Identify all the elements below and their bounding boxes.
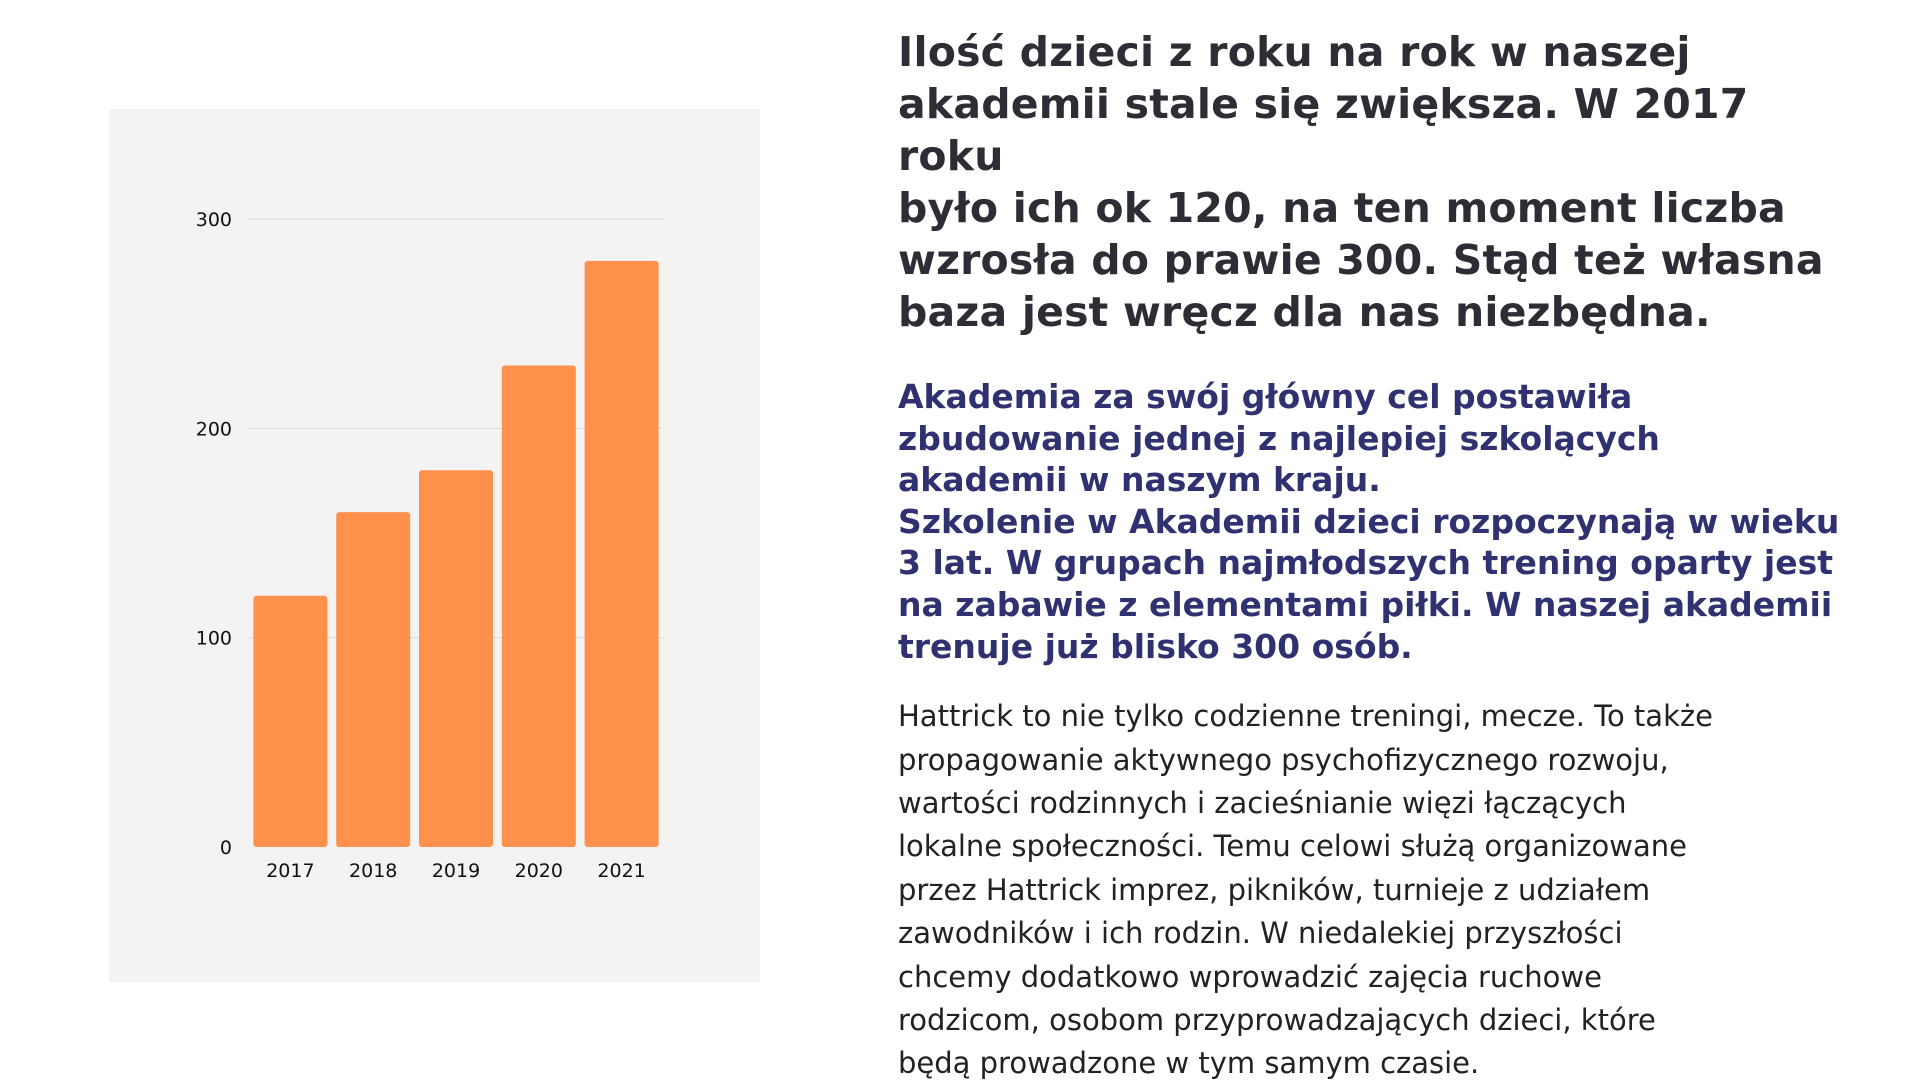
y-tick-label: 200 (195, 418, 232, 441)
headline-line: akademii stale się zwiększa. W 2017 roku (898, 80, 1749, 180)
y-tick-label: 0 (219, 837, 232, 859)
bars (253, 261, 658, 847)
body-line: propagowanie aktywnego psychofizycznego rozwoju, (898, 742, 1669, 777)
x-axis-ticks (266, 860, 646, 882)
intro-line: zbudowanie jednej z najlepiej szkolących (898, 418, 1660, 458)
body-paragraph (898, 695, 1858, 1086)
intro-line: akademii w naszym kraju. (898, 460, 1381, 500)
y-tick-label: 300 (195, 209, 232, 231)
body-line: przez Hattrick imprez, pikników, turnieje z udziałem (898, 872, 1651, 907)
text-column (898, 26, 1858, 1086)
chart-panel (109, 109, 760, 982)
body-line: wartości rodzinnych i zacieśnianie więzi łączących (898, 785, 1627, 820)
body-line: będą prowadzone w tym samym czasie. (898, 1046, 1480, 1081)
headline (898, 26, 1858, 338)
body-line: Hattrick to nie tylko codzienne treningi, mecze. To także (898, 699, 1713, 734)
bar-2019 (419, 470, 493, 847)
bar-2017 (253, 596, 327, 847)
bar-2021 (585, 261, 659, 847)
body-line: lokalne społeczności. Temu celowi służą organizowane (898, 829, 1687, 864)
intro-paragraph (898, 376, 1858, 667)
x-tick-label: 2019 (431, 860, 481, 882)
headline-line: baza jest wręcz dla nas niezbędna. (898, 288, 1711, 336)
x-tick-label: 2017 (266, 860, 315, 882)
intro-line: Akademia za swój główny cel postawiła (898, 377, 1633, 416)
body-line: rodzicom, osobom przyprowadzających dzieci, które (898, 1003, 1656, 1037)
x-tick-label: 2021 (597, 860, 646, 882)
body-line: zawodników i ich rodzin. W niedalekiej przyszłości (898, 916, 1623, 951)
bar-2018 (336, 512, 410, 847)
x-tick-label: 2018 (349, 860, 398, 882)
intro-line: Szkolenie w Akademii dzieci rozpoczynają w wieku (898, 501, 1840, 541)
body-line: chcemy dodatkowo wprowadzić zajęcia ruchowe (898, 959, 1602, 994)
headline-line: Ilość dzieci z roku na rok w naszej (898, 28, 1691, 76)
bar-chart (109, 109, 760, 982)
y-axis-ticks (196, 209, 232, 859)
intro-line: 3 lat. W grupach najmłodszych trening oparty jest (898, 543, 1834, 583)
bar-2020 (502, 366, 576, 847)
headline-line: było ich ok 120, na ten moment liczba (898, 184, 1786, 232)
intro-line: trenuje już blisko 300 osób. (898, 626, 1413, 666)
headline-line: wzrosła do prawie 300. Stąd też własna (898, 236, 1824, 284)
intro-line: na zabawie z elementami piłki. W naszej akademii (898, 584, 1833, 624)
y-tick-label: 100 (195, 627, 232, 650)
x-tick-label: 2020 (514, 860, 563, 882)
